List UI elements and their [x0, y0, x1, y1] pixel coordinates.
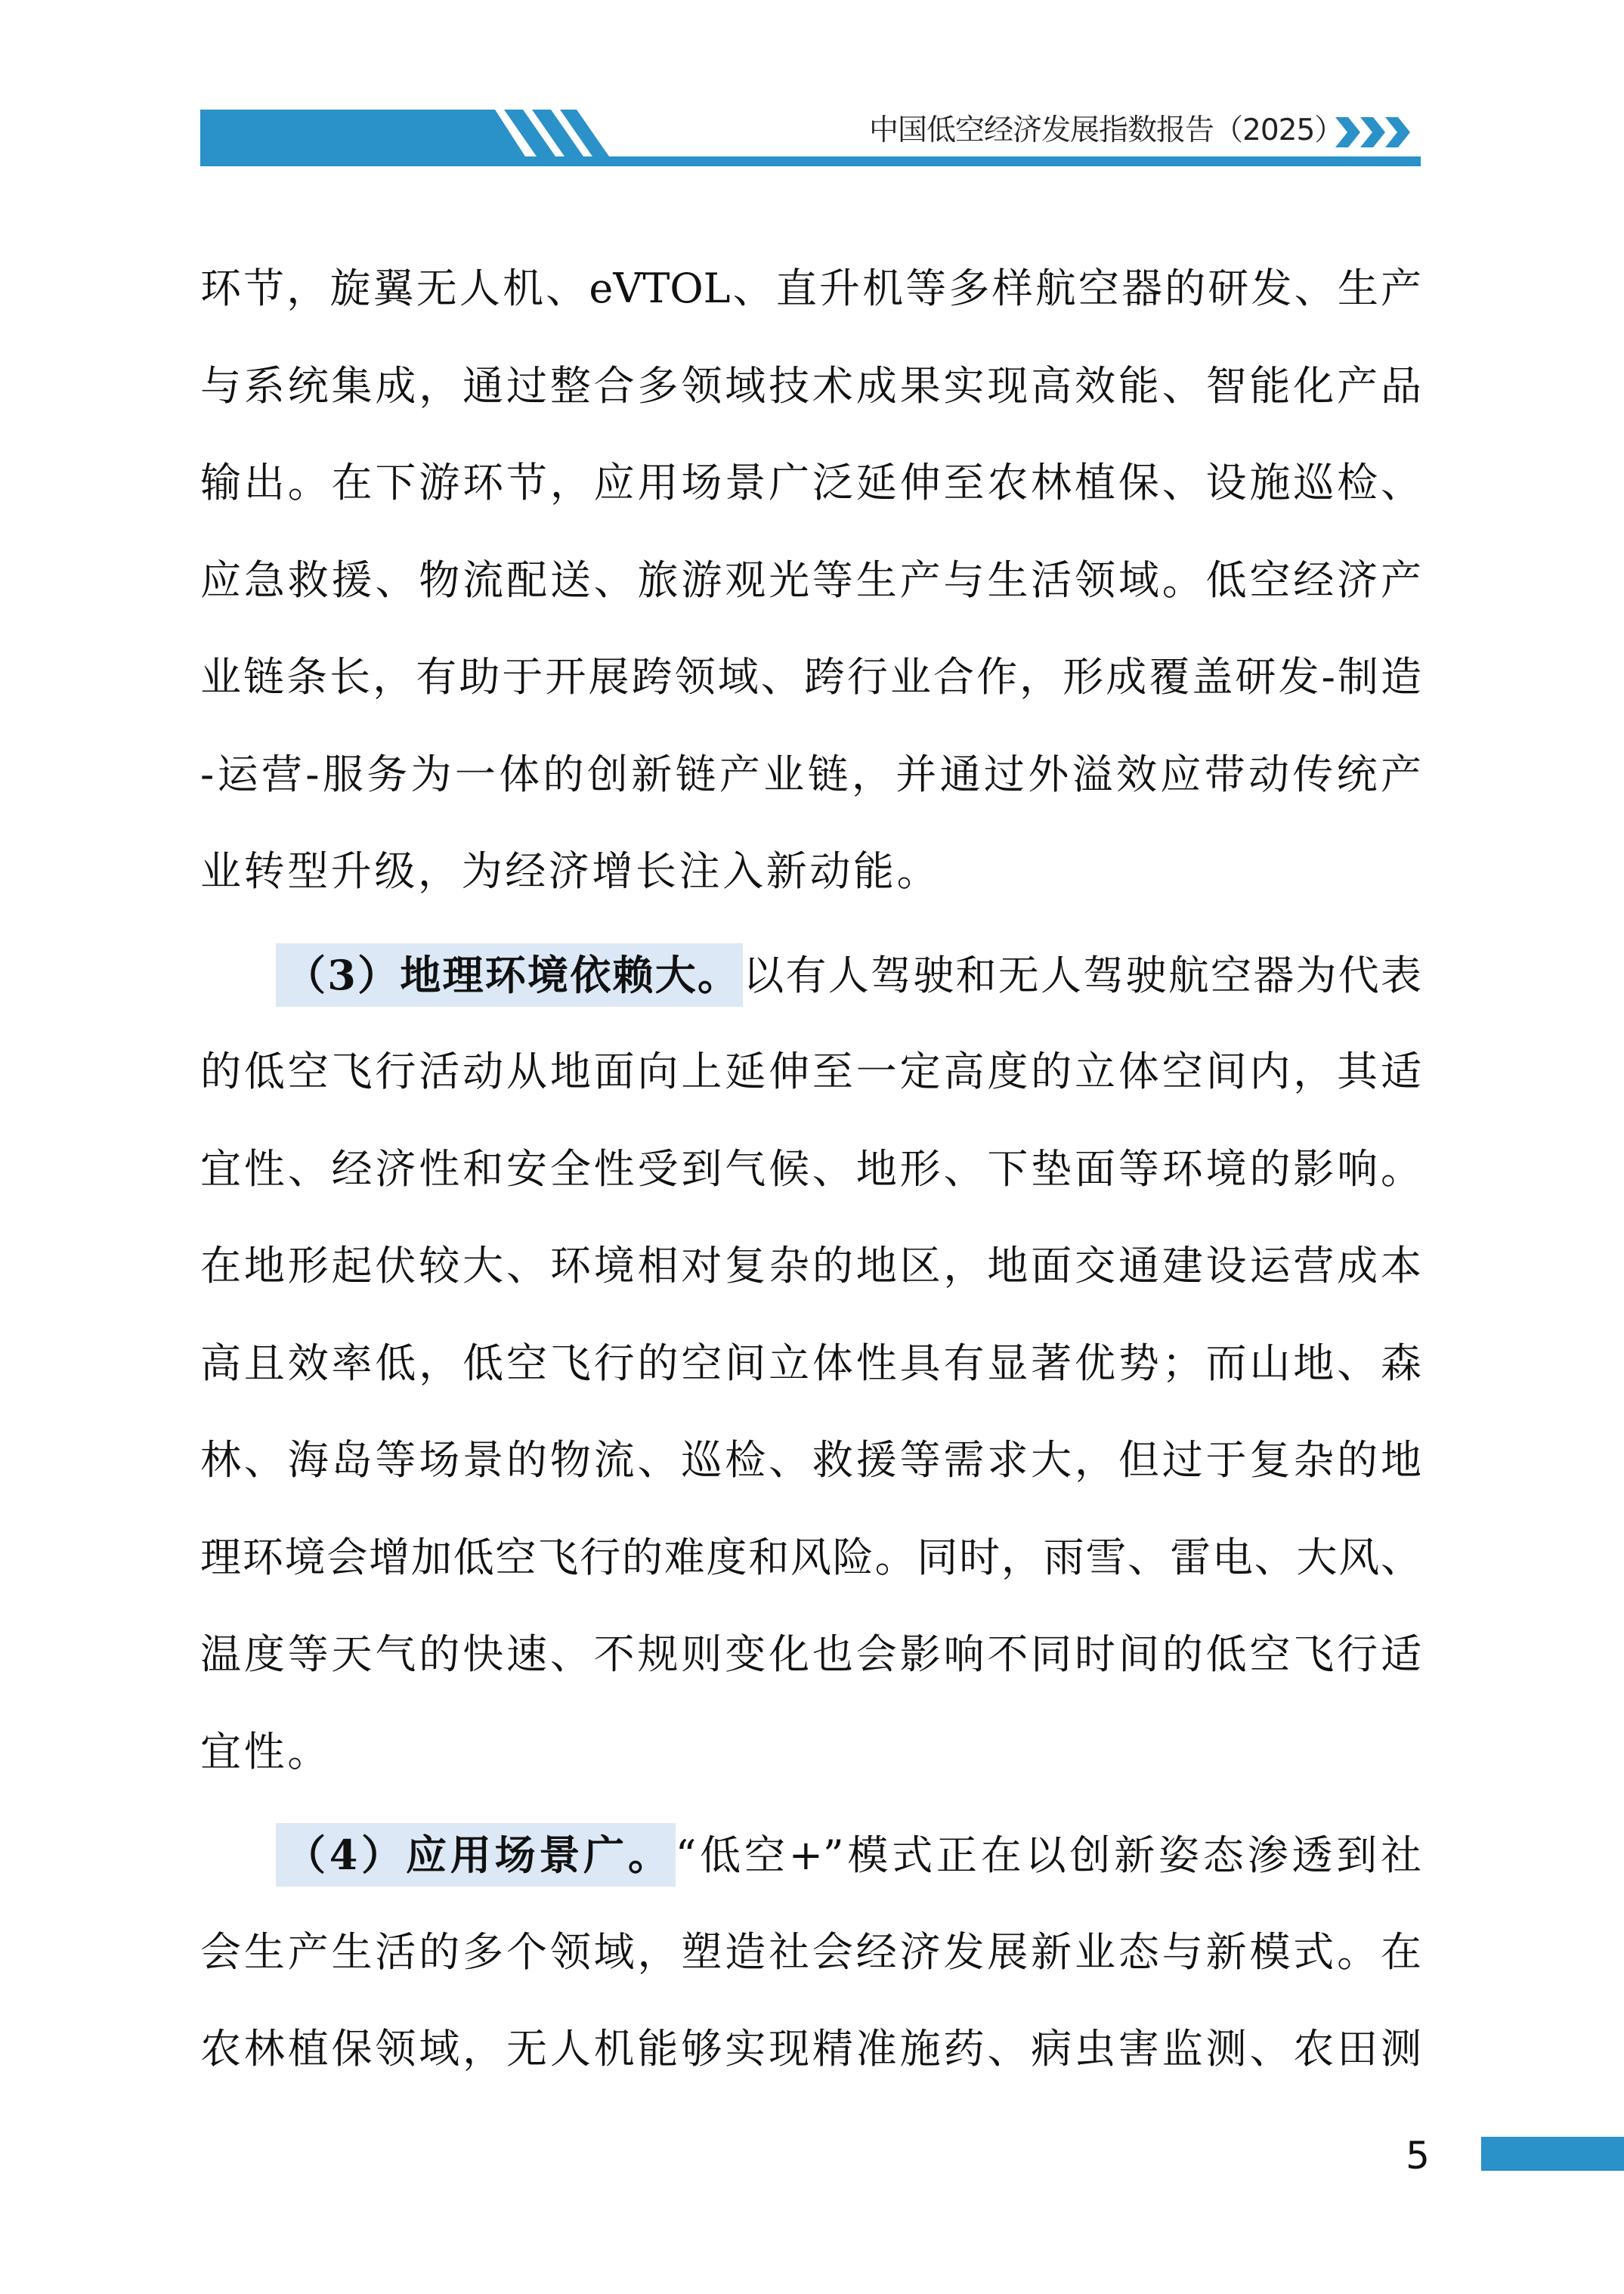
paragraph-line: 林、海岛等场景的物流、巡检、救援等需求大，但过于复杂的地: [200, 1436, 1421, 1484]
paragraph-line: 高且效率低，低空飞行的空间立体性具有显著优势；而山地、森: [200, 1339, 1421, 1387]
header-banner: [0, 0, 1624, 181]
section-4-heading: （4）应用场景广。: [276, 1823, 676, 1887]
paragraph-line: 农林植保领域，无人机能够实现精准施药、病虫害监测、农田测: [200, 2025, 1421, 2073]
paragraph-line: 的低空飞行活动从地面向上延伸至一定高度的立体空间内，其适: [200, 1048, 1421, 1095]
paragraph-line: 与系统集成，通过整合多领域技术成果实现高效能、智能化产品: [200, 361, 1421, 410]
paragraph-line: 业转型升级，为经济增长注入新动能。: [200, 847, 941, 895]
section-3-heading: （3）地理环境依赖大。: [276, 943, 743, 1007]
paragraph-line: 宜性、经济性和安全性受到气候、地形、下垫面等环境的影响。: [200, 1144, 1421, 1193]
section-4-lead-text: “低空+”模式正在以创新姿态渗透到社: [675, 1831, 1421, 1879]
chevrons-right-icon: [1335, 117, 1410, 147]
paragraph-line: 输出。在下游环节，应用场景广泛延伸至农林植保、设施巡检、: [200, 459, 1421, 506]
section-3-lead-text: 以有人驾驶和无人驾驶航空器为代表: [743, 951, 1422, 999]
paragraph-line: 会生产生活的多个领域，塑造社会经济发展新业态与新模式。在: [200, 1927, 1421, 1976]
paragraph-line: 业链条长，有助于开展跨领域、跨行业合作，形成覆盖研发-制造: [200, 653, 1421, 701]
section-4-first-line: [200, 1806, 1421, 1904]
paragraph-line: 理环境会增加低空飞行的难度和风险。同时，雨雪、雷电、大风、: [200, 1533, 1421, 1581]
paragraph-line: -运营-服务为一体的创新链产业链，并通过外溢效应带动传统产: [200, 750, 1421, 798]
paragraph-line: 宜性。: [200, 1727, 331, 1775]
paragraph-line: 环节，旋翼无人机、eVTOL、直升机等多样航空器的研发、生产: [200, 265, 1421, 312]
footer-accent-bar: [1481, 2137, 1624, 2171]
section-3-first-line: [200, 927, 1421, 1024]
paragraph-line: 应急救援、物流配送、旅游观光等生产与生活领域。低空经济产: [200, 556, 1421, 604]
header-title: 中国低空经济发展指数报告（2025）: [869, 113, 1344, 147]
paragraph-line: 在地形起伏较大、环境相对复杂的地区，地面交通建设运营成本: [200, 1242, 1421, 1289]
paragraph-line: 温度等天气的快速、不规则变化也会影响不同时间的低空飞行适: [200, 1630, 1421, 1678]
page-number: 5: [1406, 2134, 1430, 2178]
body-text: [200, 240, 1421, 2098]
